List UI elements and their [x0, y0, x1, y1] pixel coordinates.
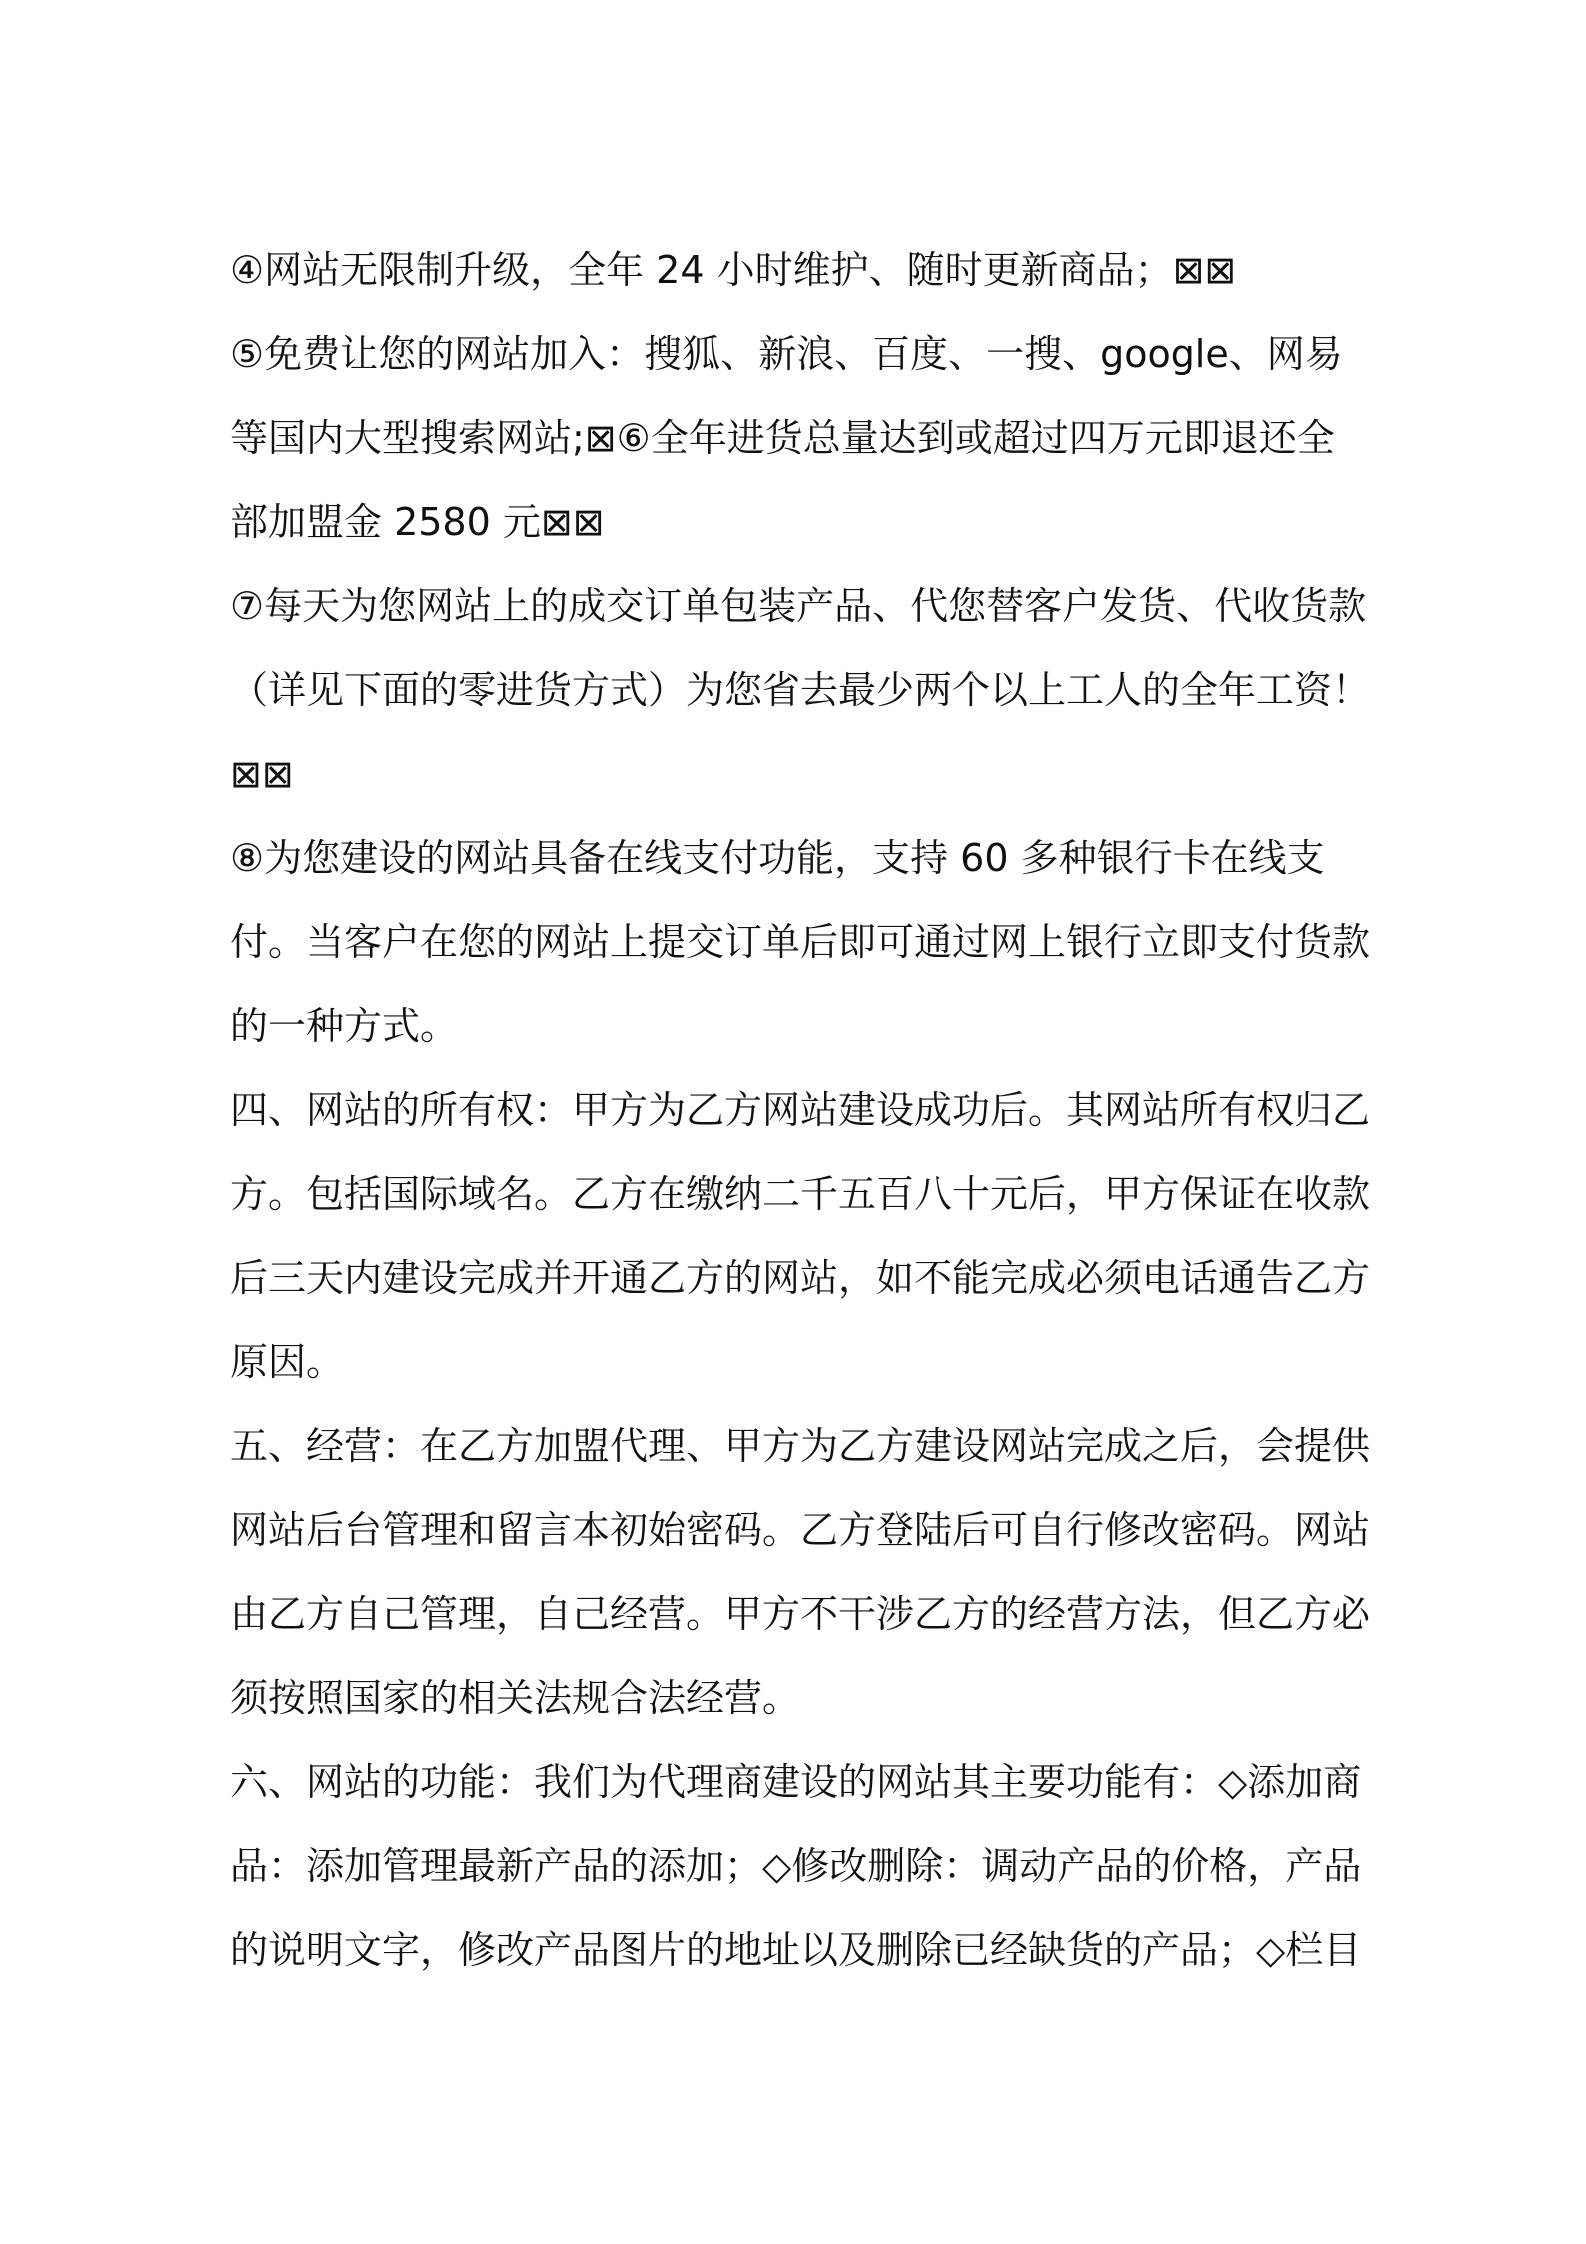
paragraph-item-5-6: ⑤免费让您的网站加入：搜狐、新浪、百度、一搜、google、网易等国内大型搜索网站;⊠⑥全年进货总量达到或超过四万元即退还全部加盟金 2580 元⊠⊠: [230, 332, 1343, 544]
document-body: [230, 228, 1370, 1992]
paragraph-section-operation: 五、经营：在乙方加盟代理、甲方为乙方建设网站完成之后，会提供网站后台管理和留言本初始密码。乙方登陆后可自行修改密码。网站由乙方自己管理，自己经营。甲方不干涉乙方的经营方法，但乙方必须按照国家的相关法规合法经营。: [230, 1424, 1371, 1720]
paragraph-section-ownership: 四、网站的所有权：甲方为乙方网站建设成功后。其网站所有权归乙方。包括国际域名。乙方在缴纳二千五百八十元后，甲方保证在收款后三天内建设完成并开通乙方的网站，如不能完成必须电话通告乙方原因。: [230, 1088, 1371, 1384]
paragraph-item-4: ④网站无限制升级，全年 24 小时维护、随时更新商品；⊠⊠: [230, 248, 1237, 292]
paragraph-section-functions: 六、网站的功能：我们为代理商建设的网站其主要功能有：◇添加商品：添加管理最新产品的添加；◇修改删除：调动产品的价格，产品的说明文字，修改产品图片的地址以及删除已经缺货的产品；◇栏目: [230, 1760, 1362, 1972]
paragraph-item-8: ⑧为您建设的网站具备在线支付功能，支持 60 多种银行卡在线支付。当客户在您的网站上提交订单后即可通过网上银行立即支付货款的一种方式。: [230, 836, 1371, 1048]
paragraph-item-7: ⑦每天为您网站上的成交订单包装产品、代您替客户发货、代收货款（详见下面的零进货方式）为您省去最少两个以上工人的全年工资！⊠⊠: [230, 584, 1371, 796]
